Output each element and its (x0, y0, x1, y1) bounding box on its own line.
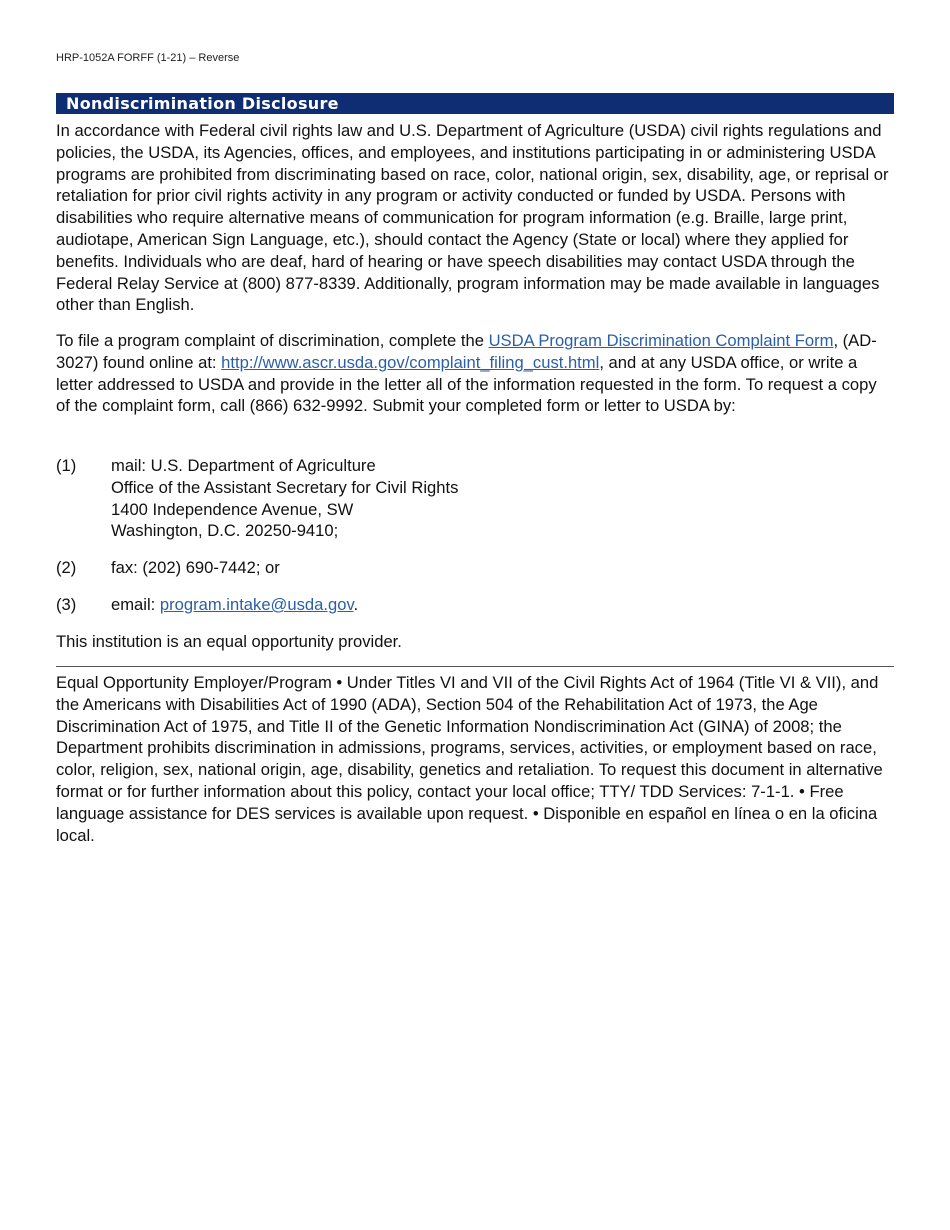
complaint-rest-text: , and at any USDA office, or write a letter addressed to USDA and provide in the letter all of the information requested in the form. To request a copy of the complaint form, call (866) 632-9992. Submit your completed form or letter to USDA by: (56, 352, 877, 416)
complaint-intro-text: To file a program complaint of discrimination, complete the (56, 331, 489, 350)
equal-opportunity-paragraph: Equal Opportunity Employer/Program • Under Titles VI and VII of the Civil Rights Act of 1964 (Title VI & VII), and the Americans with Disabilities Act of 1990 (ADA), Section 504 of the Rehabilitation Act of 1973, the Age Discrimination Act of 1975, and Title II of the Genetic Information Nondiscrimination Act (GINA) of 2008; the Department prohibits discrimination in admissions, programs, services, activities, or employment based on race, color, religion, sex, national origin, age, disability, genetics and retaliation. To request this document in alternative format or for further information about this policy, contact your local office; TTY/ TDD Services: 7-1-1. • Free language assistance for DES services is available upon request. • Disponible en español en línea o en la oficina local. (56, 673, 883, 845)
section-title: Nondiscrimination Disclosure (66, 94, 339, 113)
complaint-paragraph (56, 330, 894, 417)
list-number: (3) (56, 595, 77, 614)
civil-rights-paragraph: In accordance with Federal civil rights law and U.S. Department of Agriculture (USDA) civil rights regulations and policies, the USDA, its Agencies, offices, and employees, and institutions participating in or administering USDA programs are prohibited from discriminating based on race, color, national origin, sex, disability, age, or reprisal or retaliation for prior civil rights activity in any program or activity conducted or funded by USDA. Persons with disabilities who require alternative means of communication for program information (e.g. Braille, large print, audiotape, American Sign Language, etc.), should contact the Agency (State or local) where they applied for benefits. Individuals who are deaf, hard of hearing or have speech disabilities may contact USDA through the Federal Relay Service at (800) 877-8339. Additionally, program information may be made available in languages other than English. (56, 121, 889, 315)
divider (56, 666, 894, 667)
address-line: Washington, D.C. 20250-9410; (111, 521, 339, 541)
complaint-form-link[interactable]: USDA Program Discrimination Complaint Form (488, 331, 834, 350)
complaint-form-code-text: , (AD-3027) found online at: (56, 331, 877, 372)
list-number: (2) (56, 558, 77, 577)
complaint-url-link[interactable]: http://www.ascr.usda.gov/complaint_filing_cust.html (221, 352, 600, 372)
email-prefix: email: (111, 595, 160, 614)
section-header-bar (56, 93, 894, 114)
fax-text: fax: (202) 690-7442; or (111, 558, 280, 577)
email-text (111, 594, 811, 616)
form-identifier: HRP-1052A FORFF (1-21) – Reverse (56, 52, 240, 64)
email-suffix: . (353, 595, 359, 614)
mail-address (111, 455, 811, 542)
email-link[interactable]: program.intake@usda.gov (159, 595, 354, 614)
address-line: 1400 Independence Avenue, SW (111, 499, 354, 519)
provider-statement: This institution is an equal opportunity provider. (56, 632, 402, 651)
list-number: (1) (56, 456, 77, 475)
address-line: Office of the Assistant Secretary for Civil Rights (111, 477, 459, 497)
address-line: mail: U.S. Department of Agriculture (111, 456, 376, 475)
